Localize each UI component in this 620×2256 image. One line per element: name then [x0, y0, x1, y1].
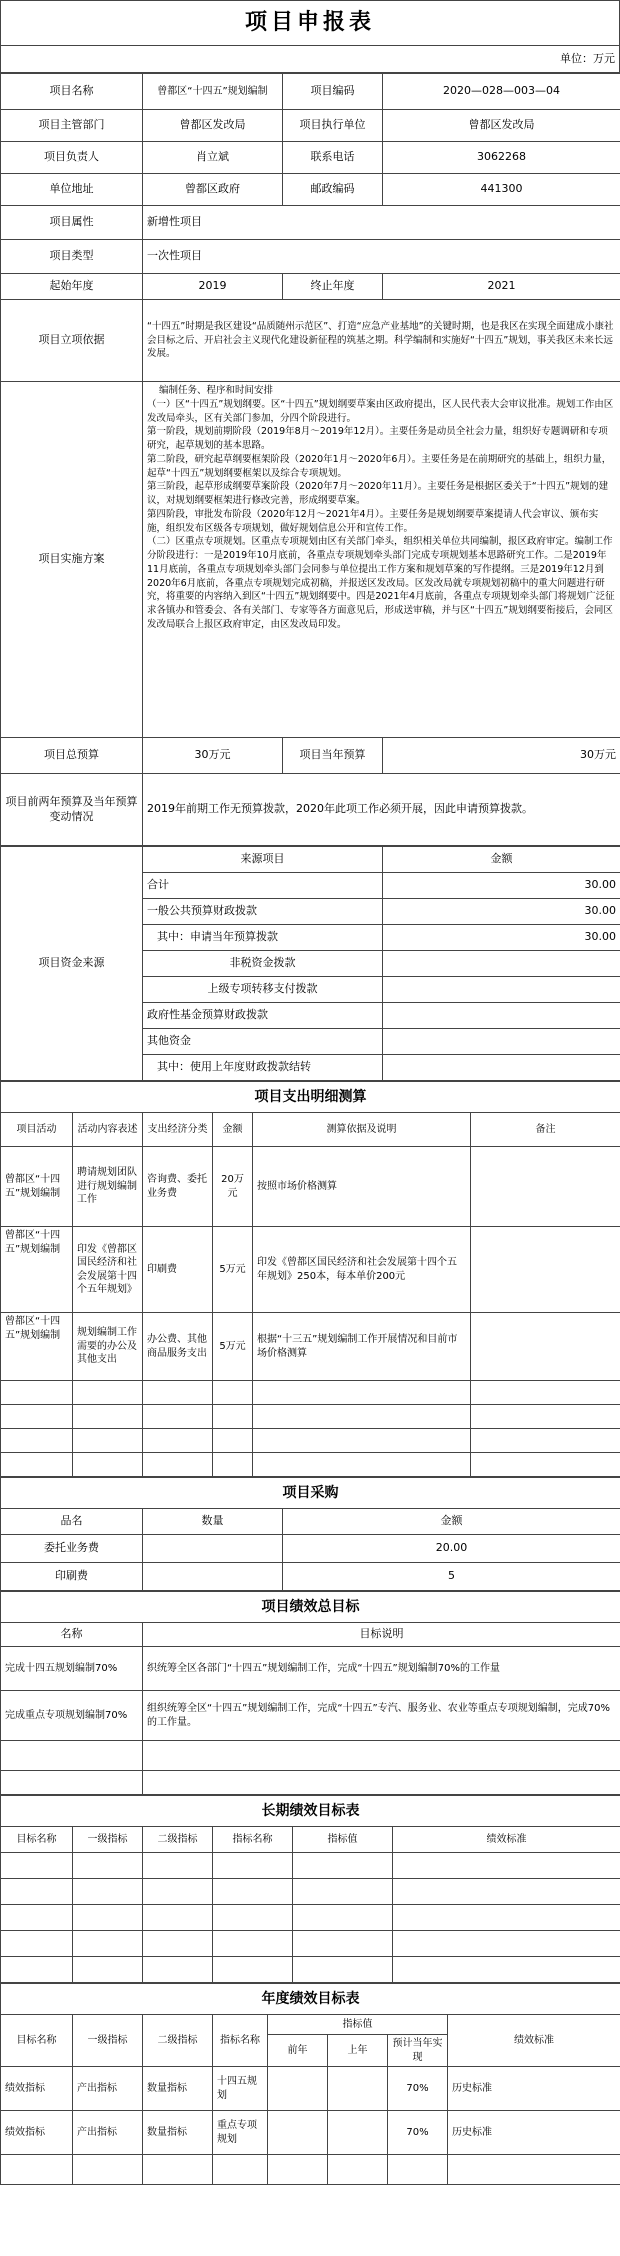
performance-desc: 组织统筹全区“十四五”规划编制工作，完成“十四五”专汽、服务业、农业等重点专项规划编制，完成70%的工作量。: [143, 1691, 620, 1741]
funding-label: 项目资金来源: [1, 847, 143, 1081]
expense-header: 金额: [213, 1113, 253, 1147]
annual-cur: 70%: [388, 2067, 448, 2111]
project-name-value: 曾都区“十四五”规划编制: [143, 74, 283, 110]
form-title: 项目申报表: [1, 1, 620, 46]
funding-row-name: 其中：申请当年预算拨款: [143, 925, 383, 951]
project-name-label: 项目名称: [1, 74, 143, 110]
longterm-header: 绩效标准: [393, 1827, 620, 1853]
funding-row-amount: 30.00: [383, 899, 620, 925]
address-value: 曾都区政府: [143, 174, 283, 206]
annual-prev2: [268, 2111, 328, 2155]
annual-subheader: 前年: [268, 2035, 328, 2067]
annual-name: 十四五规划: [213, 2067, 268, 2111]
table-row: [1, 1905, 620, 1931]
annual-prev2: [268, 2067, 328, 2111]
phone-value: 3062268: [383, 142, 620, 174]
plan-paragraph: （二）区重点专项规划。区重点专项规划由区有关部门牵头，组织相关单位共同编制，报区政府审定。编制工作分阶段进行：一是2019年10月底前，各重点专项规划牵头部门完成专项规划基本思路研究工作。二是2019年11月底前，各重点专项规划牵头部门会同参与单位提出工作方案和规划草案的写作提纲。三是2019年12月到2020年6月底前，各重点专项规划完成初稿，并报送区发改局。区发改局就专项规划初稿中的重大问题进行研究，将重要的内容纳入到区“十四五”规划纲要中。四是2021年4月底前，各重点专项规划牵头部门将规划广泛征求各镇办和管委会、各有关部门、专家等各方面意见后，形成送审稿，并与区“十四五”规划纲要衔接后，会同区发改局联合上报区政府审定，由区发改局印发。: [147, 536, 615, 631]
expense-content: 规划编制工作需要的办公及其他支出: [73, 1313, 143, 1381]
procurement-title: 项目采购: [1, 1478, 620, 1509]
funding-row-name: 其中：使用上年度财政拨款结转: [143, 1055, 383, 1081]
procurement-qty: [143, 1563, 283, 1591]
funding-row-amount: 30.00: [383, 925, 620, 951]
longterm-header: 目标名称: [1, 1827, 73, 1853]
annual-subheader: 预计当年实现: [388, 2035, 448, 2067]
funding-row-amount: [383, 977, 620, 1003]
table-row: [1, 2067, 620, 2111]
table-row: [1, 1771, 620, 1795]
expense-table: [0, 1081, 620, 1477]
annual-std: 历史标准: [448, 2111, 620, 2155]
annual-lvl1: 产出指标: [73, 2111, 143, 2155]
plan-paragraph: （一）区“十四五”规划纲要。区“十四五”规划纲要草案由区政府提出，区人民代表大会审议批准。规划工作由区发改局牵头，区有关部门参加，分四个阶段进行。: [147, 398, 614, 424]
procurement-table: [0, 1477, 620, 1591]
expense-category: 印刷费: [143, 1227, 213, 1313]
procurement-amount: 5: [283, 1563, 620, 1591]
expense-header: 支出经济分类: [143, 1113, 213, 1147]
performance-name: 完成十四五规划编制70%: [1, 1647, 143, 1691]
funding-row-amount: [383, 1003, 620, 1029]
expense-amount: 20万元: [213, 1147, 253, 1227]
dept-label: 项目主管部门: [1, 110, 143, 142]
annual-header: 一级指标: [73, 2015, 143, 2067]
table-row: [1, 1647, 620, 1691]
annual-title: 年度绩效目标表: [1, 1984, 620, 2015]
start-value: 2019: [143, 274, 283, 300]
project-code-value: 2020—028—003—04: [383, 74, 620, 110]
address-label: 单位地址: [1, 174, 143, 206]
plan-paragraph: 第三阶段，起草形成纲要草案阶段（2020年7月～2020年11月）。主要任务是根据区委关于“十四五”规划的建议，对规划纲要框架进行修改完善，形成纲要草案。: [147, 481, 609, 507]
plan-paragraph: 第二阶段，研究起草纲要框架阶段（2020年1月～2020年6月）。主要任务是在前期研究的基础上，组织力量，起草“十四五”规划纲要框架以及综合专项规划。: [147, 453, 612, 479]
expense-basis: 根据“十三五”规划编制工作开展情况和目前市场价格测算: [253, 1313, 471, 1381]
procurement-amount: 20.00: [283, 1535, 620, 1563]
longterm-title: 长期绩效目标表: [1, 1796, 620, 1827]
funding-table: [0, 846, 620, 1081]
table-row: [1, 1563, 620, 1591]
postcode-label: 邮政编码: [283, 174, 383, 206]
annual-header: 指标值: [268, 2015, 448, 2035]
table-row: [1, 2155, 620, 2185]
funding-row-name: 非税资金拨款: [143, 951, 383, 977]
table-row: [1, 1453, 620, 1477]
expense-header: 备注: [471, 1113, 620, 1147]
funding-col-source: 来源项目: [143, 847, 383, 873]
funding-row-name: 其他资金: [143, 1029, 383, 1055]
longterm-header: 指标值: [293, 1827, 393, 1853]
table-row: [1, 1405, 620, 1429]
expense-basis: 按照市场价格测算: [253, 1147, 471, 1227]
plan-paragraph: 第一阶段，规划前期阶段（2019年8月～2019年12月）。主要任务是动员全社会力量，组织好专题调研和专项研究，起草规划的基本思路。: [147, 426, 608, 452]
procurement-name: 印刷费: [1, 1563, 143, 1591]
expense-activity: 曾都区“十四五”规划编制: [1, 1147, 73, 1227]
funding-row-amount: [383, 1055, 620, 1081]
funding-col-amount: 金额: [383, 847, 620, 873]
total-label: 项目总预算: [1, 738, 143, 774]
annual-name: 重点专项规划: [213, 2111, 268, 2155]
form-header: [0, 0, 620, 73]
end-value: 2021: [383, 274, 620, 300]
table-row: [1, 1853, 620, 1879]
funding-row-amount: [383, 951, 620, 977]
table-row: [1, 1381, 620, 1405]
year-budget-value: 30万元: [383, 738, 620, 774]
annual-target: 绩效指标: [1, 2067, 73, 2111]
table-row: [1, 1147, 620, 1227]
exec-label: 项目执行单位: [283, 110, 383, 142]
expense-note: [471, 1227, 620, 1313]
performance-title: 项目绩效总目标: [1, 1592, 620, 1623]
prev-value: 2019年前期工作无预算拨款，2020年此项工作必须开展，因此申请预算拨款。: [143, 774, 620, 846]
leader-value: 肖立斌: [143, 142, 283, 174]
expense-header: 活动内容表述: [73, 1113, 143, 1147]
prev-label: 项目前两年预算及当年预算变动情况: [1, 774, 143, 846]
expense-category: 咨询费、委托业务费: [143, 1147, 213, 1227]
performance-name: 完成重点专项规划编制70%: [1, 1691, 143, 1741]
performance-header: 名称: [1, 1623, 143, 1647]
table-row: [1, 1313, 620, 1381]
plan-value: [143, 382, 620, 738]
project-code-label: 项目编码: [283, 74, 383, 110]
table-row: [1, 1931, 620, 1957]
funding-row-name: 合计: [143, 873, 383, 899]
procurement-header: 数量: [143, 1509, 283, 1535]
annual-prev1: [328, 2111, 388, 2155]
expense-amount: 5万元: [213, 1313, 253, 1381]
expense-header: 项目活动: [1, 1113, 73, 1147]
longterm-header: 二级指标: [143, 1827, 213, 1853]
expense-header: 测算依据及说明: [253, 1113, 471, 1147]
expense-activity: 曾都区“十四五”规划编制: [1, 1227, 73, 1313]
funding-row-amount: [383, 1029, 620, 1055]
plan-paragraph: 第四阶段，审批发布阶段（2020年12月～2021年4月）。主要任务是规划纲要草案提请人代会审议、颁布实施，组织发布区级各专项规划，做好规划信息公开和宣传工作。: [147, 508, 599, 534]
basis-value: “十四五”时期是我区建设“品质随州示范区”、打造“应急产业基地”的关键时期，也是我区在实现全面建成小康社会目标之后、开启社会主义现代化建设新征程的筑基之期。科学编制和实施好“十四五”规划，事关我区未来长远发展。: [143, 300, 620, 382]
expense-amount: 5万元: [213, 1227, 253, 1313]
procurement-qty: [143, 1535, 283, 1563]
table-row: [1, 1535, 620, 1563]
table-row: [1, 2111, 620, 2155]
end-label: 终止年度: [283, 274, 383, 300]
expense-basis: 印发《曾都区国民经济和社会发展第十四个五年规划》250本，每本单价200元: [253, 1227, 471, 1313]
funding-row-name: 一般公共预算财政拨款: [143, 899, 383, 925]
postcode-value: 441300: [383, 174, 620, 206]
attr-label: 项目属性: [1, 206, 143, 240]
performance-table: [0, 1591, 620, 1795]
annual-lvl2: 数量指标: [143, 2111, 213, 2155]
table-row: [1, 1227, 620, 1313]
expense-note: [471, 1147, 620, 1227]
annual-target: 绩效指标: [1, 2111, 73, 2155]
dept-value: 曾都区发改局: [143, 110, 283, 142]
annual-subheader: 上年: [328, 2035, 388, 2067]
type-value: 一次性项目: [143, 240, 620, 274]
procurement-header: 金额: [283, 1509, 620, 1535]
attr-value: 新增性项目: [143, 206, 620, 240]
annual-header: 绩效标准: [448, 2015, 620, 2067]
phone-label: 联系电话: [283, 142, 383, 174]
funding-row-amount: 30.00: [383, 873, 620, 899]
annual-header: 目标名称: [1, 2015, 73, 2067]
longterm-table: [0, 1795, 620, 1983]
plan-label: 项目实施方案: [1, 382, 143, 738]
annual-header: 二级指标: [143, 2015, 213, 2067]
table-row: [1, 1691, 620, 1741]
performance-desc: 织统筹全区各部门“十四五”规划编制工作，完成“十四五”规划编制70%的工作量: [143, 1647, 620, 1691]
exec-value: 曾都区发改局: [383, 110, 620, 142]
basis-label: 项目立项依据: [1, 300, 143, 382]
total-value: 30万元: [143, 738, 283, 774]
longterm-header: 一级指标: [73, 1827, 143, 1853]
expense-content: 印发《曾都区国民经济和社会发展第十四个五年规划》: [73, 1227, 143, 1313]
expense-note: [471, 1313, 620, 1381]
basic-info-table: [0, 73, 620, 846]
annual-cur: 70%: [388, 2111, 448, 2155]
plan-heading: 编制任务、程序和时间安排: [159, 385, 274, 396]
funding-row-name: 政府性基金预算财政拨款: [143, 1003, 383, 1029]
annual-lvl2: 数量指标: [143, 2067, 213, 2111]
start-label: 起始年度: [1, 274, 143, 300]
annual-header: 指标名称: [213, 2015, 268, 2067]
expense-content: 聘请规划团队进行规划编制工作: [73, 1147, 143, 1227]
procurement-name: 委托业务费: [1, 1535, 143, 1563]
expense-activity: 曾都区“十四五”规划编制: [1, 1313, 73, 1381]
year-budget-label: 项目当年预算: [283, 738, 383, 774]
funding-row-name: 上级专项转移支付拨款: [143, 977, 383, 1003]
performance-header: 目标说明: [143, 1623, 620, 1647]
table-row: [1, 1429, 620, 1453]
expense-category: 办公费、其他商品服务支出: [143, 1313, 213, 1381]
table-row: [1, 1741, 620, 1771]
table-row: [1, 1957, 620, 1983]
table-row: [1, 1879, 620, 1905]
unit-label: 单位：万元: [1, 46, 620, 73]
leader-label: 项目负责人: [1, 142, 143, 174]
type-label: 项目类型: [1, 240, 143, 274]
longterm-header: 指标名称: [213, 1827, 293, 1853]
expense-title: 项目支出明细测算: [1, 1082, 620, 1113]
procurement-header: 品名: [1, 1509, 143, 1535]
annual-lvl1: 产出指标: [73, 2067, 143, 2111]
annual-prev1: [328, 2067, 388, 2111]
annual-std: 历史标准: [448, 2067, 620, 2111]
annual-table: [0, 1983, 620, 2185]
